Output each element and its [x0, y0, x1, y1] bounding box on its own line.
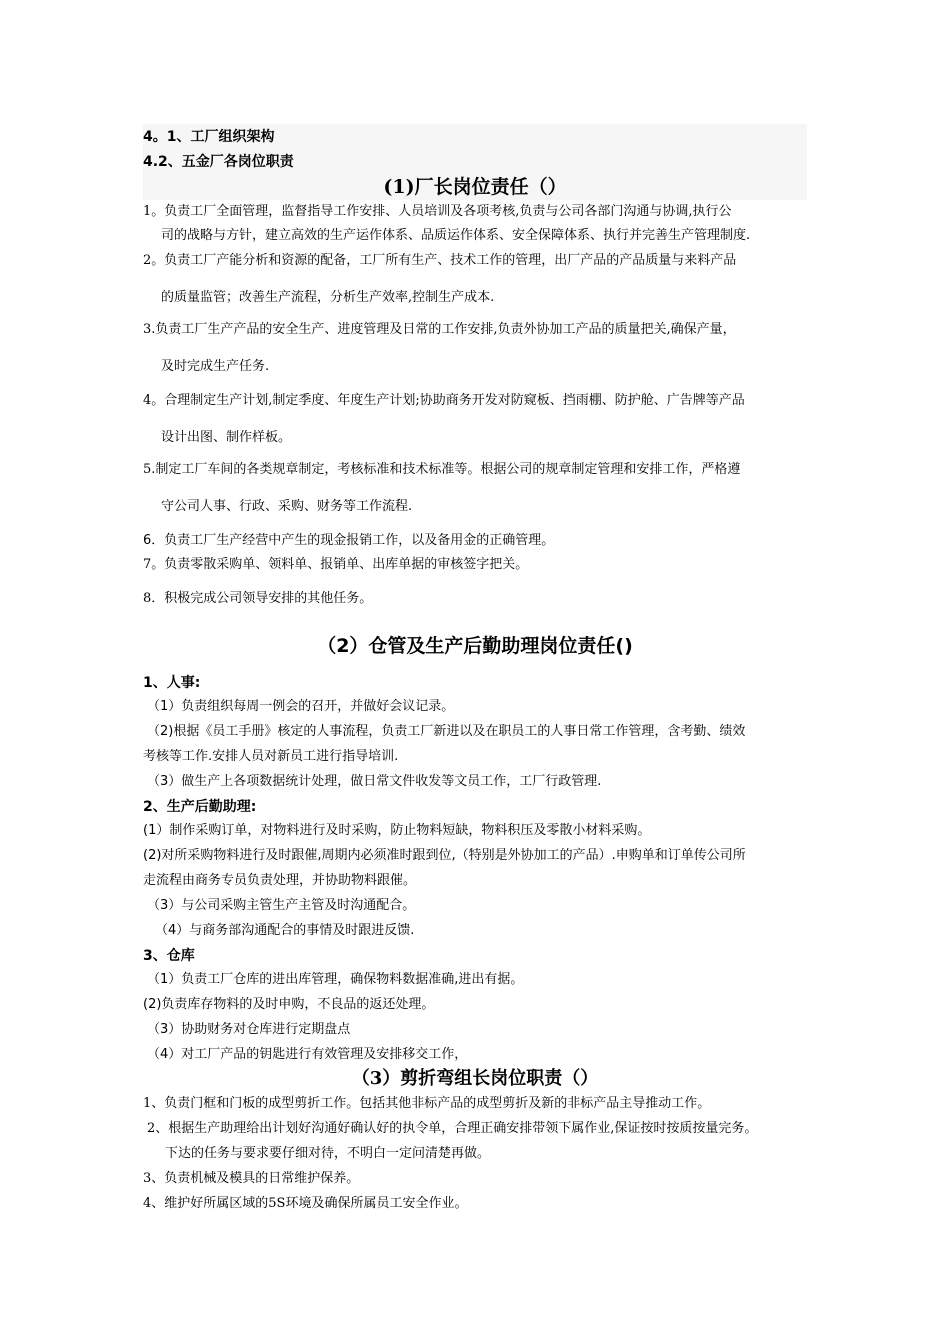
section2-sub3-line: （1）负责工厂仓库的进出库管理，确保物料数据准确,进出有据。 [147, 972, 524, 987]
section2-sub2-line: 走流程由商务专员负责处理，并协助物料跟催。 [143, 873, 417, 888]
section3-line: 1、负责门框和门板的成型剪折工作。包括其他非标产品的成型剪折及新的非标产品主导推动工作。 [143, 1096, 711, 1111]
heading-job-duties: 4.2、五金厂各岗位职责 [143, 154, 294, 170]
section3-line: 2、根据生产助理给出计划好沟通好确认好的执令单，合理正确安排带领下属作业,保证按时按质按量完务。 [147, 1121, 758, 1136]
heading-org-structure: 4。1、工厂组织架构 [143, 129, 275, 145]
section1-line: 1。负责工厂全面管理，监督指导工作安排、人员培训及各项考核,负责与公司各部门沟通与协调,执行公 [143, 204, 732, 219]
section2-sub1-line: （1）负责组织每周一例会的召开，并做好会议记录。 [147, 699, 455, 714]
section3-title: （3）剪折弯组长岗位职责（） [351, 1068, 599, 1089]
section1-title: (1)厂长岗位责任（） [383, 176, 567, 198]
section3-line: 4、维护好所属区域的5S环境及确保所属员工安全作业。 [143, 1196, 468, 1211]
section2-sub2-line: （3）与公司采购主管生产主管及时沟通配合。 [147, 898, 416, 913]
section2-sub1-line: （2)根据《员工手册》核定的人事流程，负责工厂新进以及在职员工的人事日常工作管理，含考勤、绩效 [147, 724, 746, 739]
section1-line: 的质量监管；改善生产流程，分析生产效率,控制生产成本. [161, 290, 495, 305]
section1-line: 守公司人事、行政、采购、财务等工作流程. [161, 499, 413, 514]
section3-line: 下达的任务与要求要仔细对待，不明白一定问清楚再做。 [165, 1146, 491, 1161]
section1-line: 司的战略与方针，建立高效的生产运作体系、品质运作体系、安全保障体系、执行并完善生产管理制度. [161, 228, 751, 243]
section2-sub2-line: （4）与商务部沟通配合的事情及时跟进反馈. [155, 923, 415, 938]
section1-line: 8．积极完成公司领导安排的其他任务。 [143, 591, 373, 606]
section2-sub3-line: （4）对工厂产品的钥匙进行有效管理及安排移交工作， [147, 1047, 468, 1062]
section2-sub1-line: （3）做生产上各项数据统计处理，做日常文件收发等文员工作，工厂行政管理. [147, 774, 602, 789]
section1-line: 设计出图、制作样板。 [161, 430, 292, 445]
section2-sub2-line: (2)对所采购物料进行及时跟催,周期内必须准时跟到位,（特别是外协加工的产品）.申购单和订单传公司所 [143, 848, 746, 863]
section1-line: 2。负责工厂产能分析和资源的配备，工厂所有生产、技术工作的管理，出厂产品的产品质量与来料产品 [143, 253, 737, 268]
section2-sub1-title: 1、人事: [143, 675, 201, 691]
section3-line: 3、负责机械及模具的日常维护保养。 [143, 1171, 360, 1186]
section2-title: （2）仓管及生产后勤助理岗位责任() [317, 635, 633, 657]
section2-sub2-title: 2、生产后勤助理: [143, 799, 257, 815]
section1-line: 3.负责工厂生产产品的安全生产、进度管理及日常的工作安排,负责外协加工产品的质量把关,确保产量， [143, 322, 736, 337]
section2-sub3-line: （3）协助财务对仓库进行定期盘点 [147, 1022, 351, 1037]
section1-line: 5.制定工厂车间的各类规章制定，考核标准和技术标准等。根据公司的规章制定管理和安排工作，严格遵 [143, 462, 741, 477]
section2-sub1-line: 考核等工作.安排人员对新员工进行指导培训. [143, 749, 399, 764]
section1-line: 4。合理制定生产计划,制定季度、年度生产计划;协助商务开发对防窥板、挡雨棚、防护舱、广告牌等产品 [143, 393, 745, 408]
section2-sub2-line: (1）制作采购订单，对物料进行及时采购，防止物料短缺，物料积压及零散小材料采购。 [143, 823, 651, 838]
section1-line: 7。负责零散采购单、领料单、报销单、出库单据的审核签字把关。 [143, 557, 529, 572]
section2-sub3-line: (2)负责库存物料的及时申购，不良品的返还处理。 [143, 997, 435, 1012]
section2-sub3-title: 3、仓库 [143, 948, 195, 964]
section1-line: 6．负责工厂生产经营中产生的现金报销工作，以及备用金的正确管理。 [143, 533, 555, 548]
section1-line: 及时完成生产任务. [161, 359, 270, 374]
